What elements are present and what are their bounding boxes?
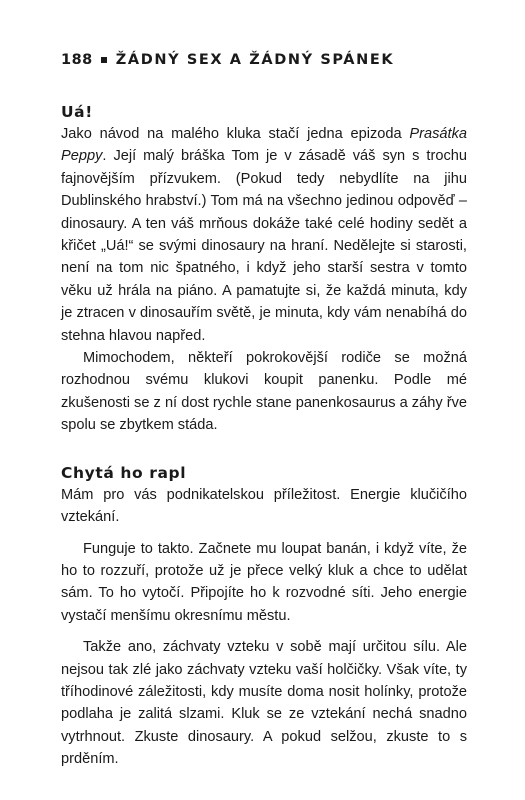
paragraph-ua-2: Mimochodem, někteří pokrokovější rodiče se možná rozhodnou svému klukovi koupit panenku. Podle mé zkušenosti se z ní dost rychle stane panenkosaurus a záhy řve spolu se zbytkem stáda.	[61, 350, 467, 434]
running-head	[61, 50, 467, 70]
paragraph-rapl-1: Mám pro vás podnikatelskou příležitost. Energie klučičího vztekání.	[61, 486, 467, 526]
paragraph-text: Jako návod na malého kluka stačí jedna epizoda	[61, 126, 410, 142]
running-title: ŽÁDNÝ SEX A ŽÁDNÝ SPÁNEK	[115, 52, 395, 68]
square-bullet-icon	[101, 57, 107, 63]
show-title: Prasátka Peppy	[61, 126, 467, 165]
paragraph-rapl-3: Takže ano, záchvaty vzteku v sobě mají určitou sílu. Ale nejsou tak zlé jako záchvaty vzteku vaší holčičky. Však víte, ty tříhodinové záležitosti, kdy musíte doma nosit holínky, protože podlaha je zalitá slzami. Kluk se ze vztekání nechá snadno vytrhnout. Zkuste dinosaury. A pokud selžou, zkuste to s prděním.	[61, 639, 467, 768]
paragraph-text: . Její malý bráška Tom je v zásadě váš syn s trochu fajnovějším přízvukem. (Pokud tedy nebydlíte na jihu Dublinského hrabství.) Tom má na všechno jedinou odpověď – dinosaury. A ten váš mrňous dokáže také celé hodiny sedět a křičet „Uá!“ se svými dinosaury na hraní. Nedělejte si starosti, není na tom nic špatného, i když jeho starší sestra v tomto věku už hrála na piáno. A pamatujte si, že každá minuta, kdy je ztracen v dinosauřím světě, je minuta, kdy vám nenabíhá do stehna hlavou napřed.	[61, 148, 467, 344]
section-heading-rapl: Chytá ho rapl	[61, 463, 187, 482]
page-number: 188	[61, 52, 93, 68]
section-heading-ua: Uá!	[61, 103, 93, 121]
book-page	[61, 50, 467, 771]
paragraph-rapl-2: Funguje to takto. Začnete mu loupat banán, i když víte, že ho to rozzuří, protože už je přece velký kluk a chce to udělat sám. To ho vytočí. Připojíte ho k rozvodné síti. Jeho energie vystačí menšímu okresnímu městu.	[61, 540, 467, 624]
paragraph-ua-1	[61, 123, 467, 347]
